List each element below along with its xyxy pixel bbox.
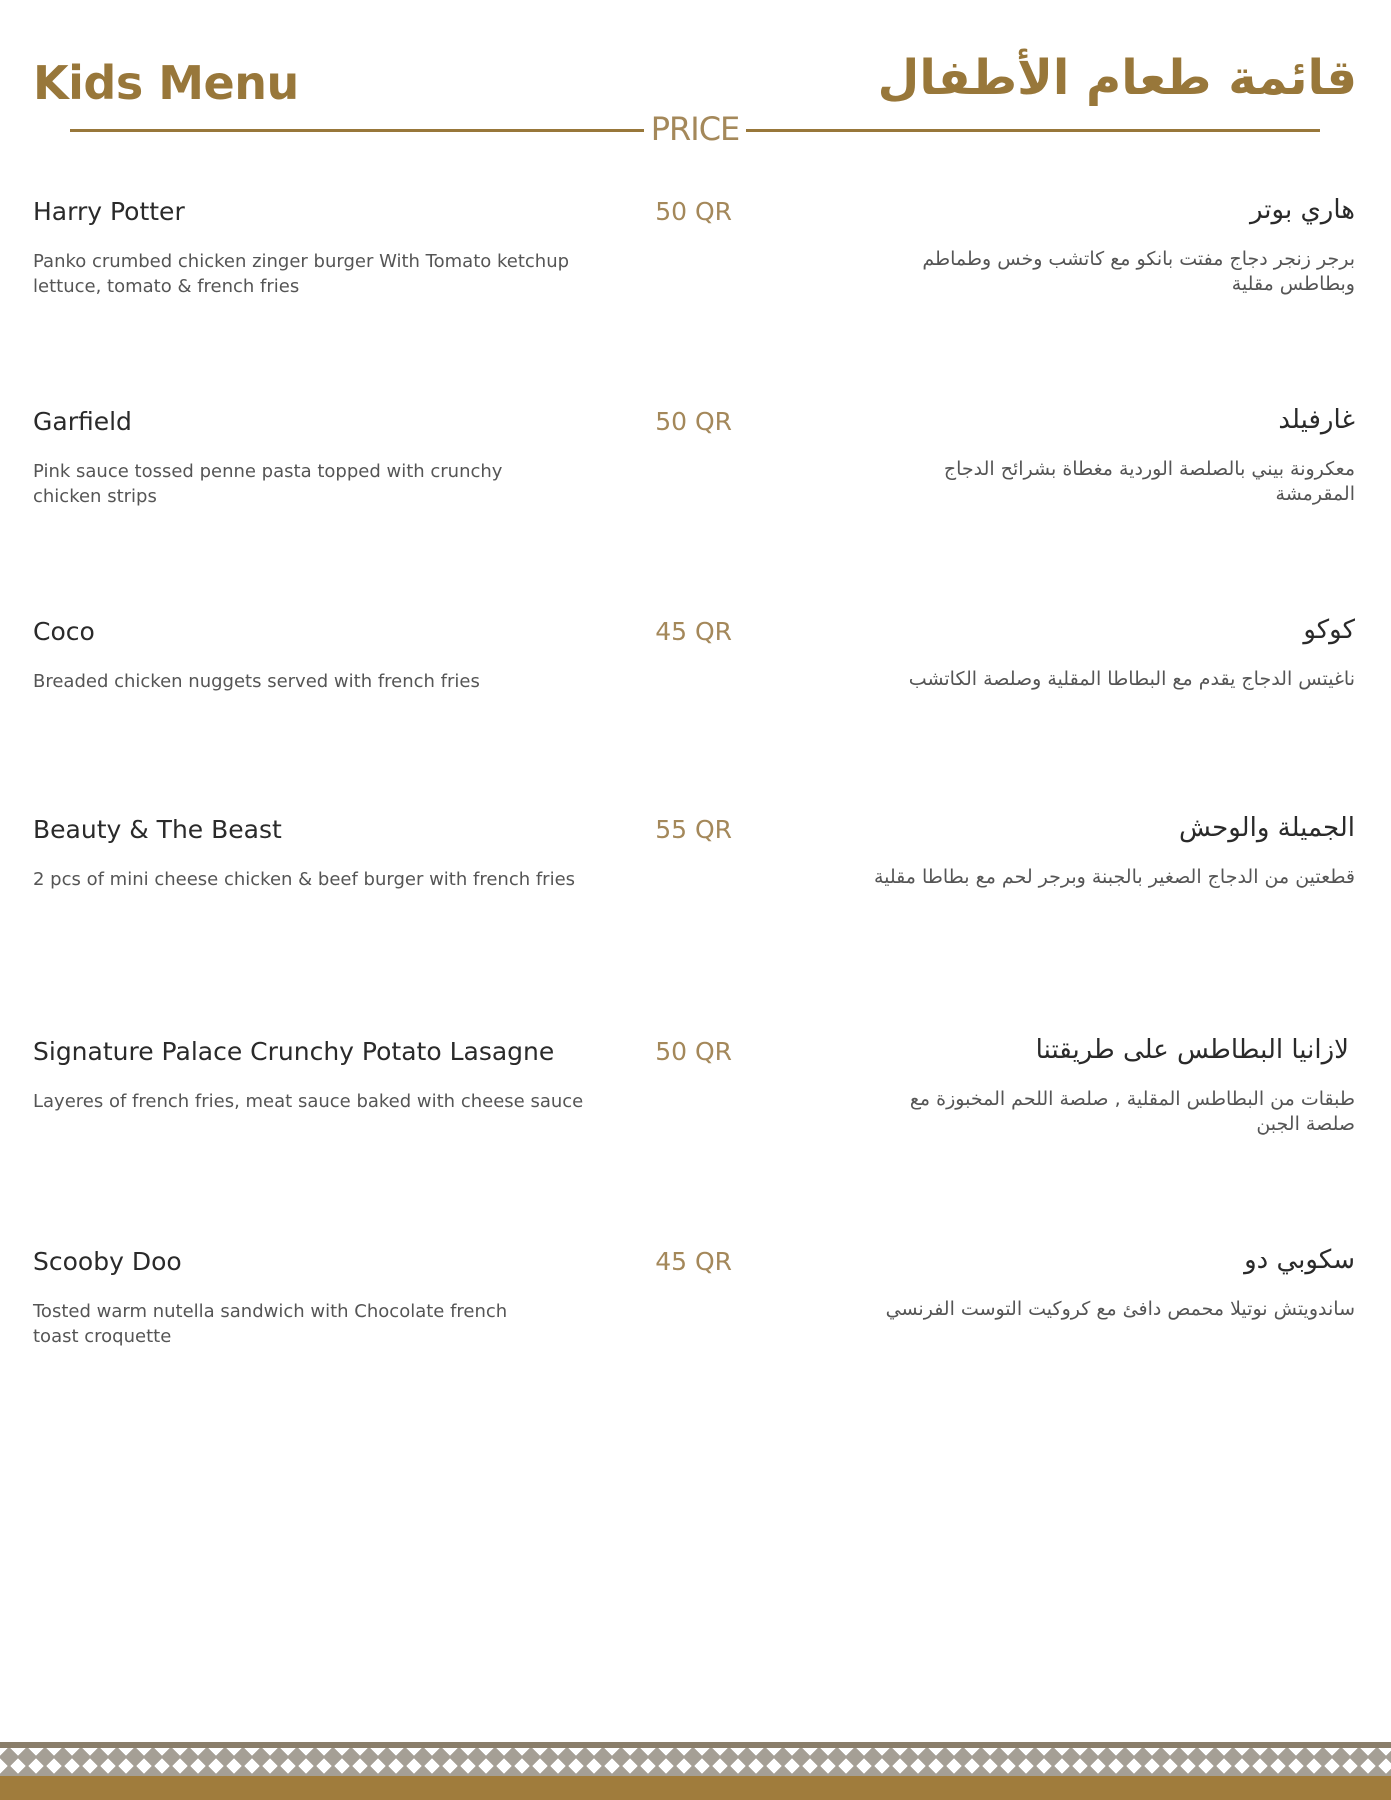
item-name-en: Scooby Doo (33, 1247, 182, 1276)
footer-color-band (0, 1776, 1391, 1800)
item-description-ar: برجر زنجر دجاج مفتت بانكو مع كاتشب وخس وطماطم وبطاطس مقلية (922, 248, 1355, 295)
item-price: 50 QR (655, 197, 732, 226)
item-description-en: Panko crumbed chicken zinger burger With Tomato ketchup lettuce, tomato & french fries (33, 251, 570, 297)
item-description-en: Breaded chicken nuggets served with french fries (33, 671, 480, 692)
item-description-en: Tosted warm nutella sandwich with Chocolate french toast croquette (33, 1301, 508, 1347)
item-description-en: 2 pcs of mini cheese chicken & beef burger with french fries (33, 869, 576, 890)
item-price: 50 QR (655, 407, 732, 436)
menu-title-en: Kids Menu (33, 56, 299, 110)
item-description-en: Pink sauce tossed penne pasta topped with crunchy chicken strips (33, 461, 503, 507)
item-price: 45 QR (655, 617, 732, 646)
price-column-header: PRICE (650, 110, 740, 148)
item-price: 50 QR (655, 1037, 732, 1066)
item-name-ar: لازانيا البطاطس على طريقتنا (1035, 1035, 1349, 1065)
item-description-en: Layeres of french fries, meat sauce baked with cheese sauce (33, 1091, 584, 1112)
item-description-ar: طبقات من البطاطس المقلية , صلصة اللحم المخبوزة مع صلصة الجبن (909, 1088, 1355, 1135)
item-description-ar: قطعتين من الدجاج الصغير بالجبنة وبرجر لحم مع بطاطا مقلية (873, 866, 1355, 888)
item-price: 55 QR (655, 815, 732, 844)
item-name-ar: هاري بوتر (1249, 195, 1355, 225)
item-name-en: Garfield (33, 407, 132, 436)
item-description-ar: ناغيتس الدجاج يقدم مع البطاطا المقلية وصلصة الكاتشب (908, 668, 1355, 690)
item-name-ar: غارفيلد (1278, 405, 1355, 435)
item-name-en: Coco (33, 617, 95, 646)
footer-pattern-band (0, 1742, 1391, 1776)
item-name-ar: كوكو (1303, 615, 1355, 645)
header-rule-right (746, 129, 1320, 132)
item-name-ar: سكوبي دو (1244, 1245, 1355, 1275)
header-rule-left (70, 129, 644, 132)
item-price: 45 QR (655, 1247, 732, 1276)
item-description-ar: معكرونة بيني بالصلصة الوردية مغطاة بشرائح الدجاج المقرمشة (943, 458, 1355, 505)
item-name-ar: الجميلة والوحش (1179, 813, 1355, 843)
item-name-en: Signature Palace Crunchy Potato Lasagne (33, 1037, 555, 1066)
item-name-en: Harry Potter (33, 197, 185, 226)
item-name-en: Beauty & The Beast (33, 815, 282, 844)
item-description-ar: ساندويتش نوتيلا محمص دافئ مع كروكيت التوست الفرنسي (885, 1298, 1355, 1320)
menu-title-ar: قائمة طعام الأطفال (877, 50, 1357, 106)
